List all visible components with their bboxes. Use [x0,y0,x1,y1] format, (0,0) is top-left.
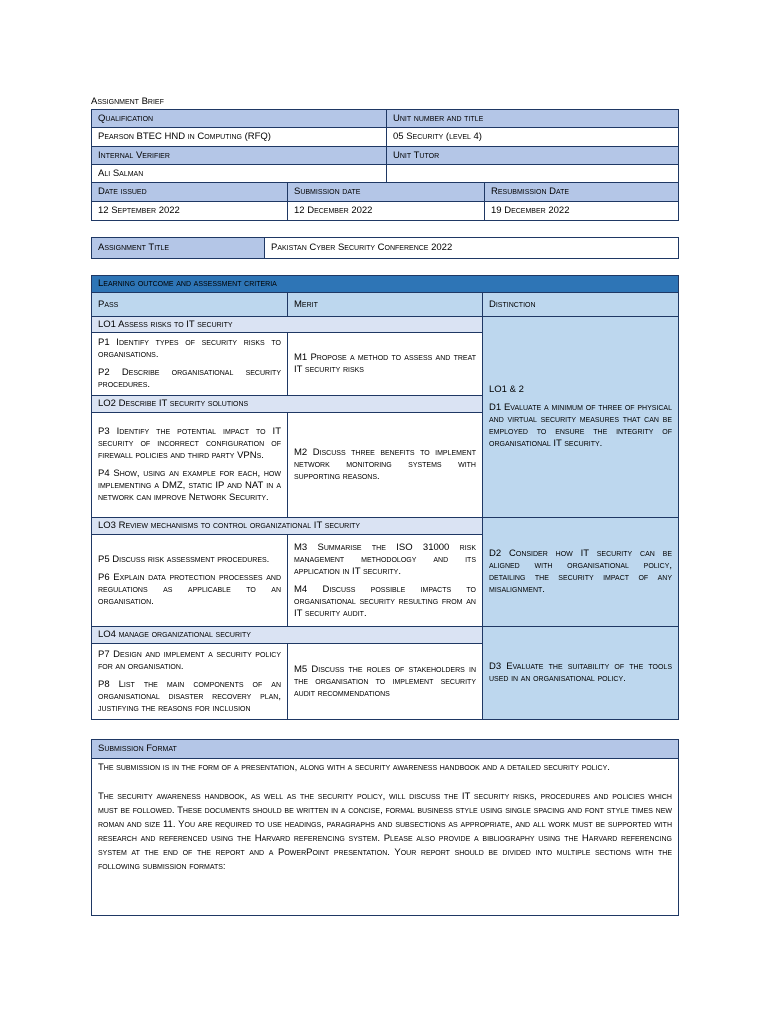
distinction-header: Distinction [483,293,679,317]
assignment-title-table [91,237,679,259]
lo3-row: LO3 Review mechanisms to control organizational IT security [92,518,483,535]
lo1-row: LO1 Assess risks to IT security [92,317,483,333]
submission-date-label: Submission date [288,183,485,202]
d1-text: D1 Evaluate a minimum of three of physical and virtual security measures that can be employed to ensure the integrity of organisational IT security. [489,402,672,449]
submission-table [91,739,679,916]
tutor-value [387,165,679,183]
criteria-table [91,275,679,720]
verifier-label: Internal Verifier [92,147,387,165]
submission-heading: Submission Format [92,740,679,759]
unit-label: Unit number and title [387,110,679,128]
info-table [91,109,679,221]
submission-body [92,759,679,916]
verifier-value: Ali Salman [92,165,387,183]
p4-text: P4 Show, using an example for each, how implementing a DMZ, static IP and NAT in a network can improve Network Security. [98,468,281,503]
lo4-row: LO4 manage organizational security [92,627,483,644]
submission-para-2: The security awareness handbook, as well as the security policy, will discuss the IT security risks, procedures and policies which must be followed. These documents should be written in a concise, formal business style using single spacing and font style times new roman and size 11. You are required to use headings, paragraphs and subsections as appropriate, and all work must be supported with research and referenced using the Harvard referencing system. Please also provide a bibliography using the Harvard referencing system at the end of the report and a PowerPoint presentation. Your report should be divided into multiple sections with the following submission formats: [98,791,672,872]
p6-text: P6 Explain data protection processes and regulations as applicable to an organisation. [98,571,281,607]
p8-text: P8 List the main components of an organisational disaster recovery plan, justifying the reasons for inclusion [98,678,281,714]
d1-cell [483,317,679,518]
date-issued-value: 12 September 2022 [92,202,288,221]
assignment-brief-label: Assignment Brief [91,96,164,107]
resubmission-date-value: 19 December 2022 [485,202,679,221]
tutor-label: Unit Tutor [387,147,679,165]
lo2-row: LO2 Describe IT security solutions [92,396,483,413]
m4-text: M4 Discuss possible impacts to organisational security resulting from an IT security audit. [294,583,476,619]
p7-text: P7 Design and implement a security policy for an organisation. [98,648,281,672]
p5-text: P5 Discuss risk assessment procedures. [98,553,270,565]
m2-cell: M2 Discuss three benefits to implement network monitoring systems with supporting reasons. [288,413,483,518]
criteria-heading: Learning outcome and assessment criteria [92,276,679,293]
p3-p4-cell [92,413,288,518]
assignment-title-label: Assignment Title [92,238,265,259]
assignment-title-value: Pakistan Cyber Security Conference 2022 [265,238,679,259]
p3-text: P3 Identify the potential impact to IT security of incorrect configuration of firewall policies and third party VPNs. [98,426,281,461]
d2-cell: D2 Consider how IT security can be aligned with organisational policy, detailing the security impact of any misalignment. [483,518,679,627]
qualification-value: Pearson BTEC HND in Computing (RFQ) [92,128,387,147]
unit-value: 05 Security (level 4) [387,128,679,147]
m3-m4-cell [288,535,483,627]
p7-p8-cell [92,644,288,720]
p5-p6-cell [92,535,288,627]
date-issued-label: Date issued [92,183,288,202]
p1-text: P1 Identify types of security risks to organisations. [98,337,281,360]
m5-cell: M5 Discuss the roles of stakeholders in the organisation to implement security audit recommendations [288,644,483,720]
qualification-label: Qualification [92,110,387,128]
submission-para-1: The submission is in the form of a presentation, along with a security awareness handbook and a detailed security policy. [98,762,610,773]
d3-cell: D3 Evaluate the suitability of the tools used in an organisational policy. [483,627,679,720]
m1-cell: M1 Propose a method to assess and treat IT security risks [288,333,483,396]
lo12-label: LO1 & 2 [489,384,524,395]
resubmission-date-label: Resubmission Date [485,183,679,202]
p2-text: P2 Describe organisational security procedures. [98,367,281,390]
submission-date-value: 12 December 2022 [288,202,485,221]
merit-header: Merit [288,293,483,317]
m3-text: M3 Summarise the ISO 31000 risk management methodology and its application in IT security. [294,541,476,577]
p1-p2-cell [92,333,288,396]
pass-header: Pass [92,293,288,317]
